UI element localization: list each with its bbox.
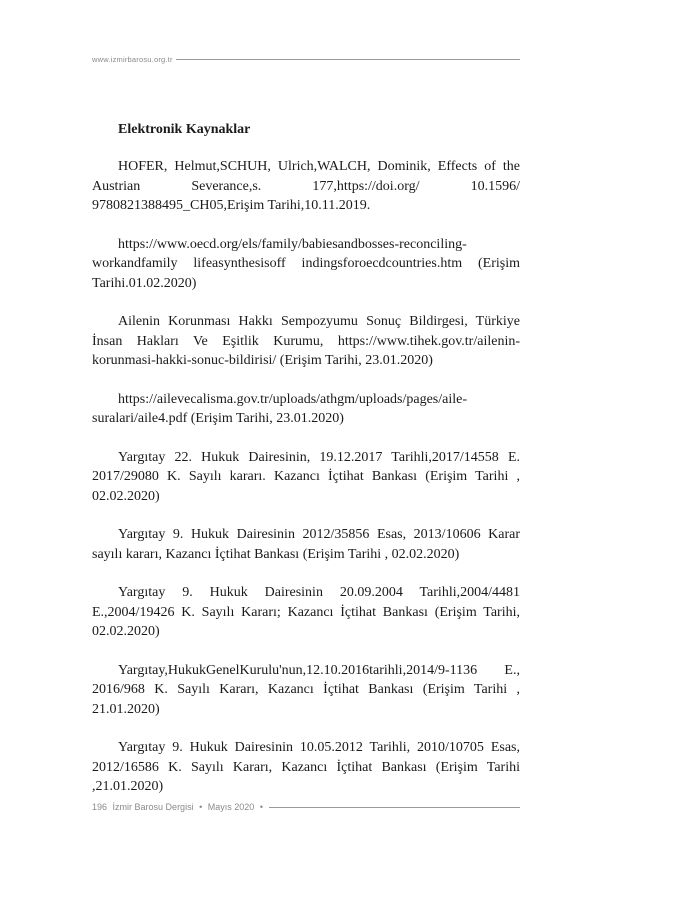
page-number: 196 [92,802,108,812]
header-rule [176,59,520,60]
reference-entry: Yargıtay 9. Hukuk Dairesinin 10.05.2012 Tarihli, 2010/10705 Esas, 2012/16586 K. Sayılı Kararı, Kazancı İçtihat Bankası (Erişim Tarihi ,21.01.2020) [92,740,520,794]
reference-entry: https://www.oecd.org/els/family/babiesandbosses-reconciling-workandfamily lifeasynthesisoff indingsforoecdcountries.htm (Erişim Tarihi.01.02.2020) [92,236,520,291]
reference-entry: HOFER, Helmut,SCHUH, Ulrich,WALCH, Dominik, Effects of the Austrian Severance,s. 177,https://doi.org/ 10.1596/ 9780821388495_CH05,Erişim Tarihi,10.11.2019. [92,159,520,213]
reference-entry: https://ailevecalisma.gov.tr/uploads/athgm/uploads/pages/aile-suralari/aile4.pdf (Erişim Tarihi, 23.01.2020) [92,391,468,426]
footer-separator: • [259,802,263,812]
footer-separator: • [199,802,203,812]
page-footer [92,800,520,814]
footer-rule [269,807,520,808]
header-url: www.izmirbarosu.org.tr [92,54,173,64]
reference-entry: Yargıtay,HukukGenelKurulu'nun,12.10.2016tarihli,2014/9-1136 E., 2016/968 K. Sayılı Kararı, Kazancı İçtihat Bankası (Erişim Tarihi , 21.01.2020) [92,662,520,717]
page-header [92,52,520,66]
section-heading: Elektronik Kaynaklar [118,122,251,137]
reference-entry: Ailenin Korunması Hakkı Sempozyumu Sonuç Bildirgesi, Türkiye İnsan Hakları Ve Eşitlik Kurumu, https://www.tihek.gov.tr/ailenin-korunmasi-hakki-sonuc-bildirisi/ (Erişim Tarihi, 23.01.2020) [92,314,520,368]
journal-name: İzmir Barosu Dergisi [112,802,194,812]
reference-entry: Yargıtay 9. Hukuk Dairesinin 2012/35856 Esas, 2013/10606 Karar sayılı kararı, Kazancı İçtihat Bankası (Erişim Tarihi , 02.02.2020) [92,527,520,562]
reference-entry: Yargıtay 9. Hukuk Dairesinin 20.09.2004 Tarihli,2004/4481 E.,2004/19426 K. Sayılı Kararı; Kazancı İçtihat Bankası (Erişim Tarihi, 02.02.2020) [92,585,520,639]
issue-date: Mayıs 2020 [207,802,255,812]
reference-entry: Yargıtay 22. Hukuk Dairesinin, 19.12.2017 Tarihli,2017/14558 E. 2017/29080 K. Sayılı kararı. Kazancı İçtihat Bankası (Erişim Tarihi , 02.02.2020) [92,449,520,504]
footer-info [92,802,266,812]
